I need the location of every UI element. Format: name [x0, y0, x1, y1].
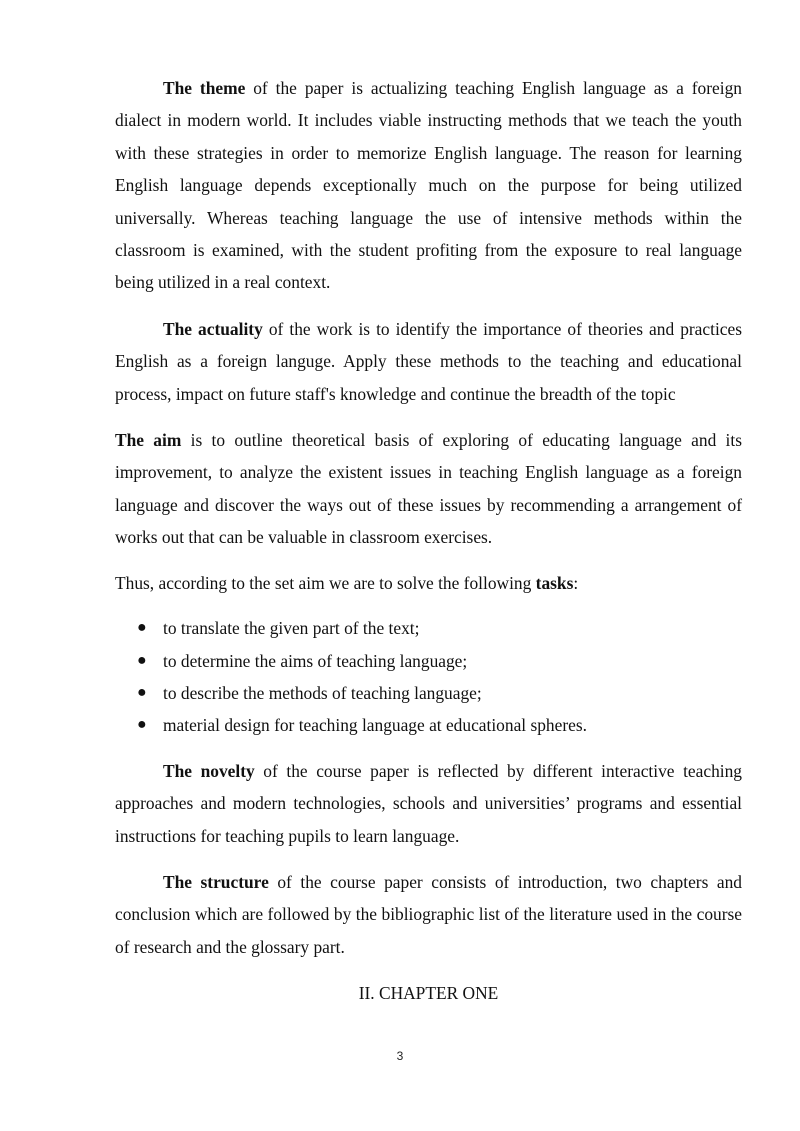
novelty-label: The novelty	[163, 760, 255, 781]
tasks-list	[115, 612, 742, 742]
actuality-text: of the work is to identify the importance of theories and practices English as a foreign languge. Apply these methods to the teaching and educational process, impact on future staff's knowledge and continue the breadth of the topic	[115, 318, 742, 404]
bullet-icon: ●	[137, 683, 147, 701]
bullet-icon: ●	[137, 716, 147, 734]
chapter-heading: II. CHAPTER ONE	[358, 983, 499, 1004]
list-item	[115, 677, 742, 709]
list-item	[115, 612, 742, 644]
actuality-label: The actuality	[163, 318, 263, 339]
actuality-paragraph	[115, 313, 742, 410]
tasks-label: tasks	[535, 572, 574, 593]
task-text: to determine the aims of teaching language;	[163, 650, 468, 671]
structure-paragraph	[115, 866, 742, 963]
novelty-paragraph	[115, 755, 742, 852]
tasks-intro-suffix: :	[573, 572, 579, 593]
theme-text: of the paper is actualizing teaching English language as a foreign dialect in modern world. It includes viable instructing methods that we teach the youth with these strategies in order to memorize English language. The reason for learning English language depends exceptionally much on the purpose for being utilized universally. Whereas teaching language the use of intensive methods within the classroom is examined, with the student profiting from the exposure to real language being utilized in a real context.	[115, 78, 742, 293]
aim-label: The aim	[115, 430, 182, 451]
tasks-intro-paragraph	[115, 567, 742, 599]
task-text: to translate the given part of the text;	[163, 618, 420, 639]
list-item	[115, 709, 742, 741]
structure-text: of the course paper consists of introduction, two chapters and conclusion which are followed by the bibliographic list of the literature used in the course of research and the glossary part.	[115, 871, 742, 957]
aim-text: is to outline theoretical basis of exploring of educating language and its improvement, to analyze the existent issues in teaching English language as a foreign language and discover the ways out of these issues by recommending a arrangement of works out that can be valuable in classroom exercises.	[115, 430, 742, 548]
novelty-text: of the course paper is reflected by different interactive teaching approaches and modern technologies, schools and universities’ programs and essential instructions for teaching pupils to learn language.	[115, 760, 742, 846]
bullet-icon: ●	[137, 619, 147, 637]
theme-paragraph	[115, 72, 742, 299]
structure-label: The structure	[163, 871, 269, 892]
task-text: to describe the methods of teaching language;	[163, 682, 482, 703]
task-text: material design for teaching language at educational spheres.	[163, 715, 587, 736]
tasks-intro-text: Thus, according to the set aim we are to solve the following	[115, 572, 536, 593]
aim-paragraph	[115, 424, 742, 554]
list-item	[115, 645, 742, 677]
page-number: 3	[396, 1049, 404, 1063]
bullet-icon: ●	[137, 651, 147, 669]
theme-label: The theme	[163, 78, 246, 98]
